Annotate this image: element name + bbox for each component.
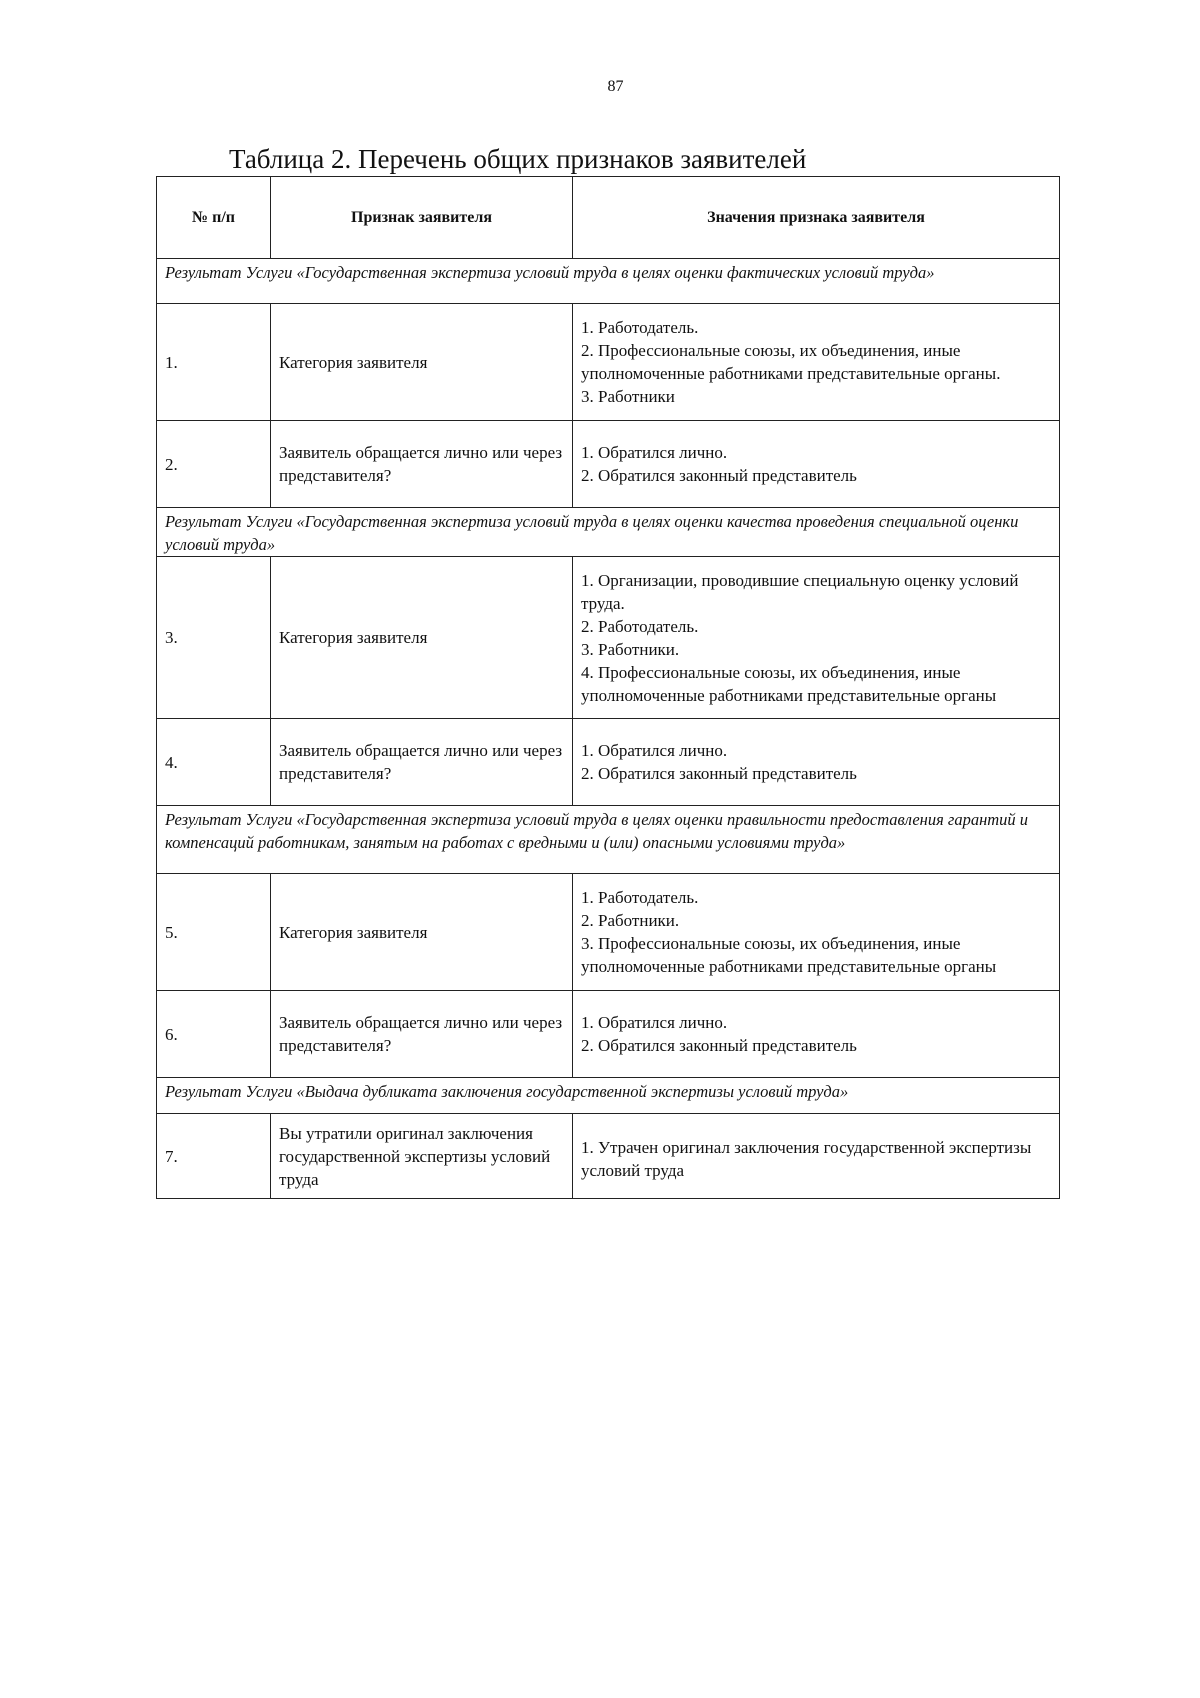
table-row <box>157 874 1060 991</box>
section-row <box>157 259 1060 304</box>
value-item: 1. Обратился лично. <box>581 443 728 462</box>
value-item: 2. Профессиональные союзы, их объединения, иные уполномоченные работниками представительные органы. <box>581 341 1001 383</box>
page-number: 87 <box>607 78 624 95</box>
row-attribute: Заявитель обращается лично или через представителя? <box>271 421 573 508</box>
value-item: 1. Обратился лично. <box>581 1013 728 1032</box>
value-item: 2. Обратился законный представитель <box>581 1036 857 1055</box>
table-row <box>157 421 1060 508</box>
value-item: 1. Работодатель. <box>581 318 699 337</box>
row-number: 2. <box>157 421 271 508</box>
value-item: 3. Работники <box>581 387 675 406</box>
row-values <box>573 991 1060 1078</box>
value-item: 2. Обратился законный представитель <box>581 764 857 783</box>
section-title: Результат Услуги «Государственная экспертиза условий труда в целях оценки фактических условий труда» <box>157 259 1060 304</box>
section-title: Результат Услуги «Выдача дубликата заключения государственной экспертизы условий труда» <box>157 1078 1060 1114</box>
row-attribute: Заявитель обращается лично или через представителя? <box>271 991 573 1078</box>
row-values <box>573 719 1060 806</box>
value-item: 2. Работники. <box>581 911 680 930</box>
value-item: 3. Профессиональные союзы, их объединения, иные уполномоченные работниками представительные органы <box>581 934 997 976</box>
header-attribute: Признак заявителя <box>271 177 573 259</box>
table-row <box>157 1114 1060 1199</box>
applicant-features-table <box>156 176 1060 1199</box>
section-row <box>157 508 1060 557</box>
row-values <box>573 421 1060 508</box>
value-item: 2. Работодатель. <box>581 616 699 636</box>
header-number: № п/п <box>157 177 271 259</box>
table-row <box>157 557 1060 719</box>
value-item: 3. Работники. <box>581 639 680 659</box>
value-item: 1. Утрачен оригинал заключения государственной экспертизы условий труда <box>581 1138 1032 1180</box>
table-row <box>157 304 1060 421</box>
row-number: 4. <box>157 719 271 806</box>
row-attribute: Категория заявителя <box>271 874 573 991</box>
row-values <box>573 304 1060 421</box>
section-row <box>157 806 1060 874</box>
row-number: 3. <box>157 557 271 719</box>
section-row <box>157 1078 1060 1114</box>
row-attribute: Категория заявителя <box>271 557 573 719</box>
row-attribute: Вы утратили оригинал заключения государственной экспертизы условий труда <box>271 1114 573 1199</box>
value-item: 2. Обратился законный представитель <box>581 466 857 485</box>
row-number: 7. <box>157 1114 271 1199</box>
value-item: 4. Профессиональные союзы, их объединения, иные уполномоченные работниками представительные органы <box>581 662 997 705</box>
value-item: 1. Обратился лично. <box>581 741 728 760</box>
table-header-row <box>157 177 1060 259</box>
row-values <box>573 557 1060 719</box>
row-number: 5. <box>157 874 271 991</box>
value-item: 1. Работодатель. <box>581 888 699 907</box>
section-title: Результат Услуги «Государственная экспертиза условий труда в целях оценки правильности предоставления гарантий и компенсаций работникам, занятым на работах с вредными и (или) опасными условиями труда» <box>157 806 1060 874</box>
table-row <box>157 991 1060 1078</box>
row-values <box>573 874 1060 991</box>
section-title: Результат Услуги «Государственная экспертиза условий труда в целях оценки качества проведения специальной оценки условий труда» <box>157 508 1060 557</box>
header-values: Значения признака заявителя <box>573 177 1060 259</box>
table-row <box>157 719 1060 806</box>
value-item: 1. Организации, проводившие специальную оценку условий труда. <box>581 570 1019 613</box>
row-number: 1. <box>157 304 271 421</box>
row-number: 6. <box>157 991 271 1078</box>
table-title: Таблица 2. Перечень общих признаков заявителей <box>229 144 807 174</box>
row-values <box>573 1114 1060 1199</box>
row-attribute: Заявитель обращается лично или через представителя? <box>271 719 573 806</box>
row-attribute: Категория заявителя <box>271 304 573 421</box>
